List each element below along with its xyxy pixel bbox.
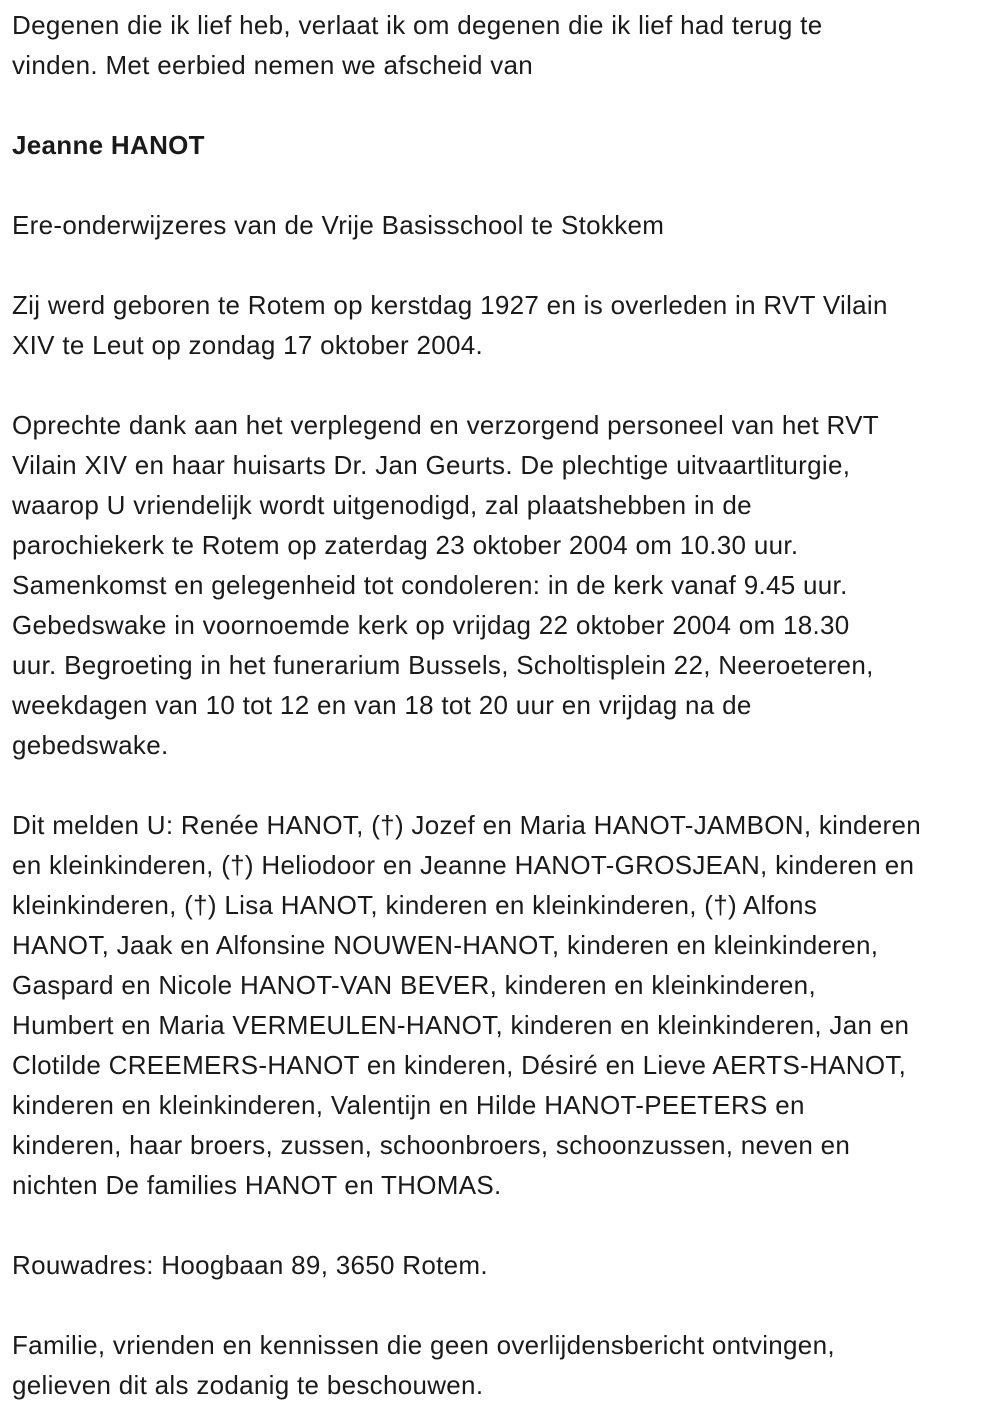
text-line: gelieven dit als zodanig te beschouwen. bbox=[12, 1370, 484, 1400]
text-line: kinderen, haar broers, zussen, schoonbroers, schoonzussen, neven en bbox=[12, 1130, 851, 1160]
text-line: Ere-onderwijzeres van de Vrije Basisschool te Stokkem bbox=[12, 210, 665, 240]
closing-paragraph bbox=[12, 1325, 1000, 1405]
text-line: Dit melden U: Renée HANOT, (†) Jozef en Maria HANOT-JAMBON, kinderen bbox=[12, 810, 922, 840]
text-line: Samenkomst en gelegenheid tot condoleren: in de kerk vanaf 9.45 uur. bbox=[12, 570, 848, 600]
intro-paragraph bbox=[12, 5, 1000, 85]
text-line: nichten De families HANOT en THOMAS. bbox=[12, 1170, 502, 1200]
title-paragraph bbox=[12, 205, 1000, 245]
text-line: gebedswake. bbox=[12, 730, 169, 760]
text-line: parochiekerk te Rotem op zaterdag 23 oktober 2004 om 10.30 uur. bbox=[12, 530, 799, 560]
text-line: Gaspard en Nicole HANOT-VAN BEVER, kinderen en kleinkinderen, bbox=[12, 970, 816, 1000]
deceased-name bbox=[12, 125, 1000, 165]
text-line: Gebedswake in voornoemde kerk op vrijdag 22 oktober 2004 om 18.30 bbox=[12, 610, 850, 640]
text-line: waarop U vriendelijk wordt uitgenodigd, zal plaatshebben in de bbox=[12, 490, 752, 520]
text-line: Zij werd geboren te Rotem op kerstdag 1927 en is overleden in RVT Vilain bbox=[12, 290, 888, 320]
thanks-funeral-paragraph bbox=[12, 405, 1000, 765]
text-line: kleinkinderen, (†) Lisa HANOT, kinderen en kleinkinderen, (†) Alfons bbox=[12, 890, 818, 920]
family-paragraph bbox=[12, 805, 1000, 1205]
text-line: Clotilde CREEMERS-HANOT en kinderen, Désiré en Lieve AERTS-HANOT, bbox=[12, 1050, 907, 1080]
text-line: kinderen en kleinkinderen, Valentijn en Hilde HANOT-PEETERS en bbox=[12, 1090, 805, 1120]
text-line: Humbert en Maria VERMEULEN-HANOT, kinderen en kleinkinderen, Jan en bbox=[12, 1010, 910, 1040]
text-line: weekdagen van 10 tot 12 en van 18 tot 20 uur en vrijdag na de bbox=[12, 690, 752, 720]
text-line: HANOT, Jaak en Alfonsine NOUWEN-HANOT, kinderen en kleinkinderen, bbox=[12, 930, 879, 960]
text-line: uur. Begroeting in het funerarium Bussels, Scholtisplein 22, Neeroeteren, bbox=[12, 650, 874, 680]
address-paragraph bbox=[12, 1245, 1000, 1285]
text-line: XIV te Leut op zondag 17 oktober 2004. bbox=[12, 330, 484, 360]
text-line: Degenen die ik lief heb, verlaat ik om degenen die ik lief had terug te bbox=[12, 10, 823, 40]
text-line: Familie, vrienden en kennissen die geen overlijdensbericht ontvingen, bbox=[12, 1330, 835, 1360]
text-line: Rouwadres: Hoogbaan 89, 3650 Rotem. bbox=[12, 1250, 488, 1280]
text-line: Vilain XIV en haar huisarts Dr. Jan Geurts. De plechtige uitvaartliturgie, bbox=[12, 450, 851, 480]
birth-death-paragraph bbox=[12, 285, 1000, 365]
text-line: vinden. Met eerbied nemen we afscheid van bbox=[12, 50, 534, 80]
text-line: en kleinkinderen, (†) Heliodoor en Jeanne HANOT-GROSJEAN, kinderen en bbox=[12, 850, 915, 880]
text-line: Oprechte dank aan het verplegend en verzorgend personeel van het RVT bbox=[12, 410, 879, 440]
name-line: Jeanne HANOT bbox=[12, 130, 205, 160]
